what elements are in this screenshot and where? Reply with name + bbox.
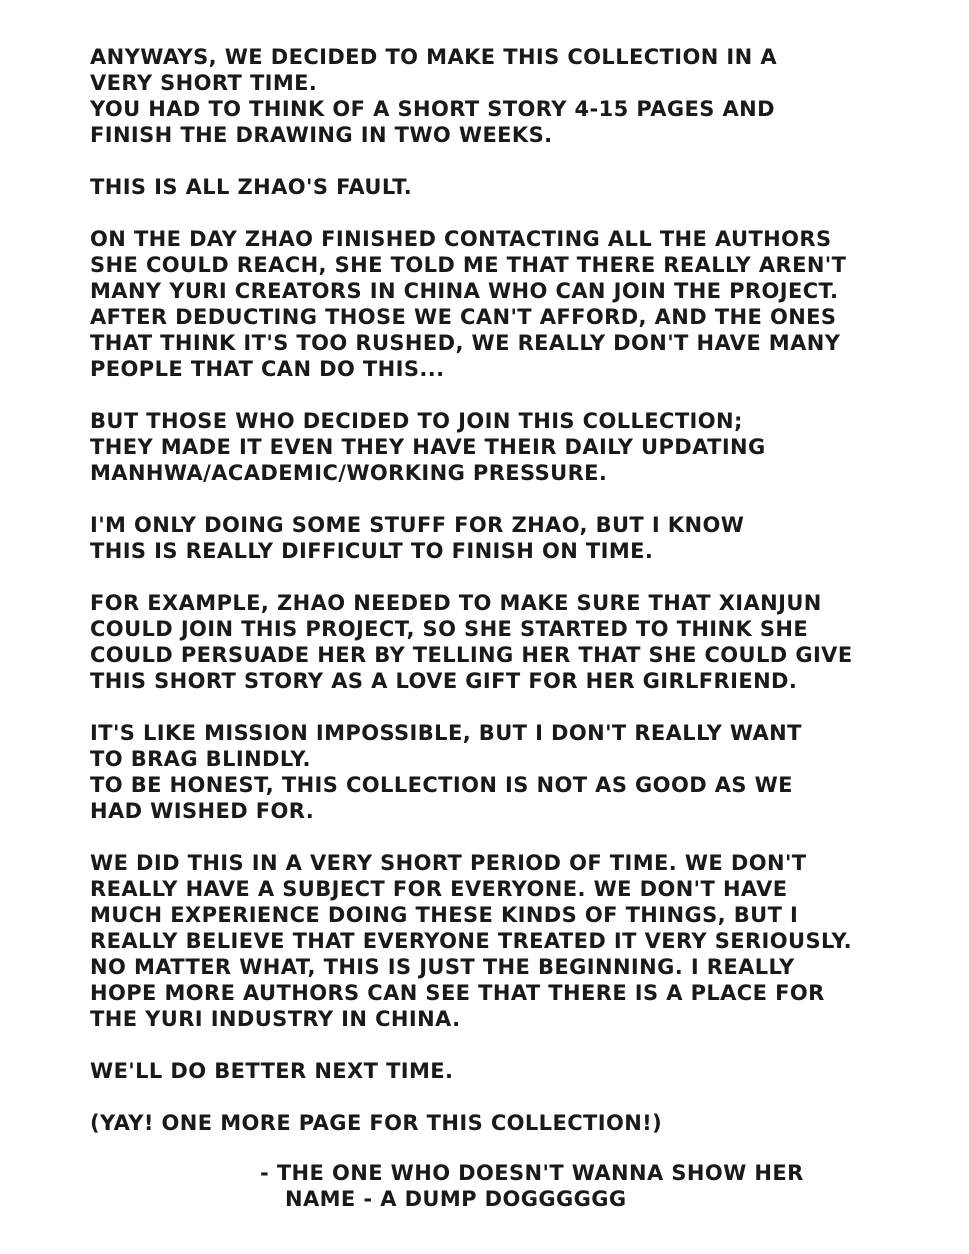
text-line: THAT THINK IT'S TOO RUSHED, WE REALLY DON'T HAVE MANY (90, 331, 841, 355)
text-line: HAD WISHED FOR. (90, 799, 315, 823)
paragraph-10 (90, 1110, 910, 1136)
text-line: ANYWAYS, WE DECIDED TO MAKE THIS COLLECTION IN A (90, 45, 777, 69)
paragraph-1 (90, 44, 910, 148)
text-line: YOU HAD TO THINK OF A SHORT STORY 4-15 PAGES AND (90, 97, 775, 121)
text-line: COULD JOIN THIS PROJECT, SO SHE STARTED TO THINK SHE (90, 617, 809, 641)
text-line: WE DID THIS IN A VERY SHORT PERIOD OF TIME. WE DON'T (90, 851, 807, 875)
text-line: WE'LL DO BETTER NEXT TIME. (90, 1059, 454, 1083)
paragraph-6 (90, 590, 910, 694)
text-line: THIS IS ALL ZHAO'S FAULT. (90, 175, 413, 199)
text-line: MUCH EXPERIENCE DOING THESE KINDS OF THINGS, BUT I (90, 903, 799, 927)
text-line: FOR EXAMPLE, ZHAO NEEDED TO MAKE SURE THAT XIANJUN (90, 591, 822, 615)
text-line: REALLY HAVE A SUBJECT FOR EVERYONE. WE DON'T HAVE (90, 877, 788, 901)
text-line: REALLY BELIEVE THAT EVERYONE TREATED IT VERY SERIOUSLY. (90, 929, 853, 953)
paragraph-3 (90, 226, 910, 382)
text-line: VERY SHORT TIME. (90, 71, 318, 95)
text-line: TO BE HONEST, THIS COLLECTION IS NOT AS GOOD AS WE (90, 773, 793, 797)
text-line: IT'S LIKE MISSION IMPOSSIBLE, BUT I DON'T REALLY WANT (90, 721, 802, 745)
signature-line-2: NAME - A DUMP DOGGGGGG (285, 1187, 627, 1211)
text-line: AFTER DEDUCTING THOSE WE CAN'T AFFORD, AND THE ONES (90, 305, 837, 329)
paragraph-9 (90, 1058, 910, 1084)
text-line: MANY YURI CREATORS IN CHINA WHO CAN JOIN THE PROJECT. (90, 279, 839, 303)
paragraph-5 (90, 512, 910, 564)
text-line: NO MATTER WHAT, THIS IS JUST THE BEGINNING. I REALLY (90, 955, 795, 979)
text-line: MANHWA/ACADEMIC/WORKING PRESSURE. (90, 461, 608, 485)
text-line: THEY MADE IT EVEN THEY HAVE THEIR DAILY UPDATING (90, 435, 766, 459)
text-line: PEOPLE THAT CAN DO THIS... (90, 357, 445, 381)
signature (260, 1160, 804, 1212)
text-line: I'M ONLY DOING SOME STUFF FOR ZHAO, BUT I KNOW (90, 513, 745, 537)
text-line: SHE COULD REACH, SHE TOLD ME THAT THERE REALLY AREN'T (90, 253, 847, 277)
text-line: THIS IS REALLY DIFFICULT TO FINISH ON TIME. (90, 539, 654, 563)
text-line: COULD PERSUADE HER BY TELLING HER THAT SHE COULD GIVE (90, 643, 853, 667)
signature-line-1: - THE ONE WHO DOESN'T WANNA SHOW HER (260, 1161, 804, 1185)
text-line: ON THE DAY ZHAO FINISHED CONTACTING ALL THE AUTHORS (90, 227, 832, 251)
text-line: HOPE MORE AUTHORS CAN SEE THAT THERE IS A PLACE FOR (90, 981, 825, 1005)
text-line: THIS SHORT STORY AS A LOVE GIFT FOR HER GIRLFRIEND. (90, 669, 798, 693)
text-line: (YAY! ONE MORE PAGE FOR THIS COLLECTION!) (90, 1111, 663, 1135)
text-line: TO BRAG BLINDLY. (90, 747, 311, 771)
text-line: BUT THOSE WHO DECIDED TO JOIN THIS COLLECTION; (90, 409, 743, 433)
text-line: FINISH THE DRAWING IN TWO WEEKS. (90, 123, 553, 147)
paragraph-7 (90, 720, 910, 824)
paragraph-2 (90, 174, 910, 200)
paragraph-8 (90, 850, 910, 1032)
paragraph-4 (90, 408, 910, 486)
text-line: THE YURI INDUSTRY IN CHINA. (90, 1007, 461, 1031)
body-text (90, 44, 910, 1162)
